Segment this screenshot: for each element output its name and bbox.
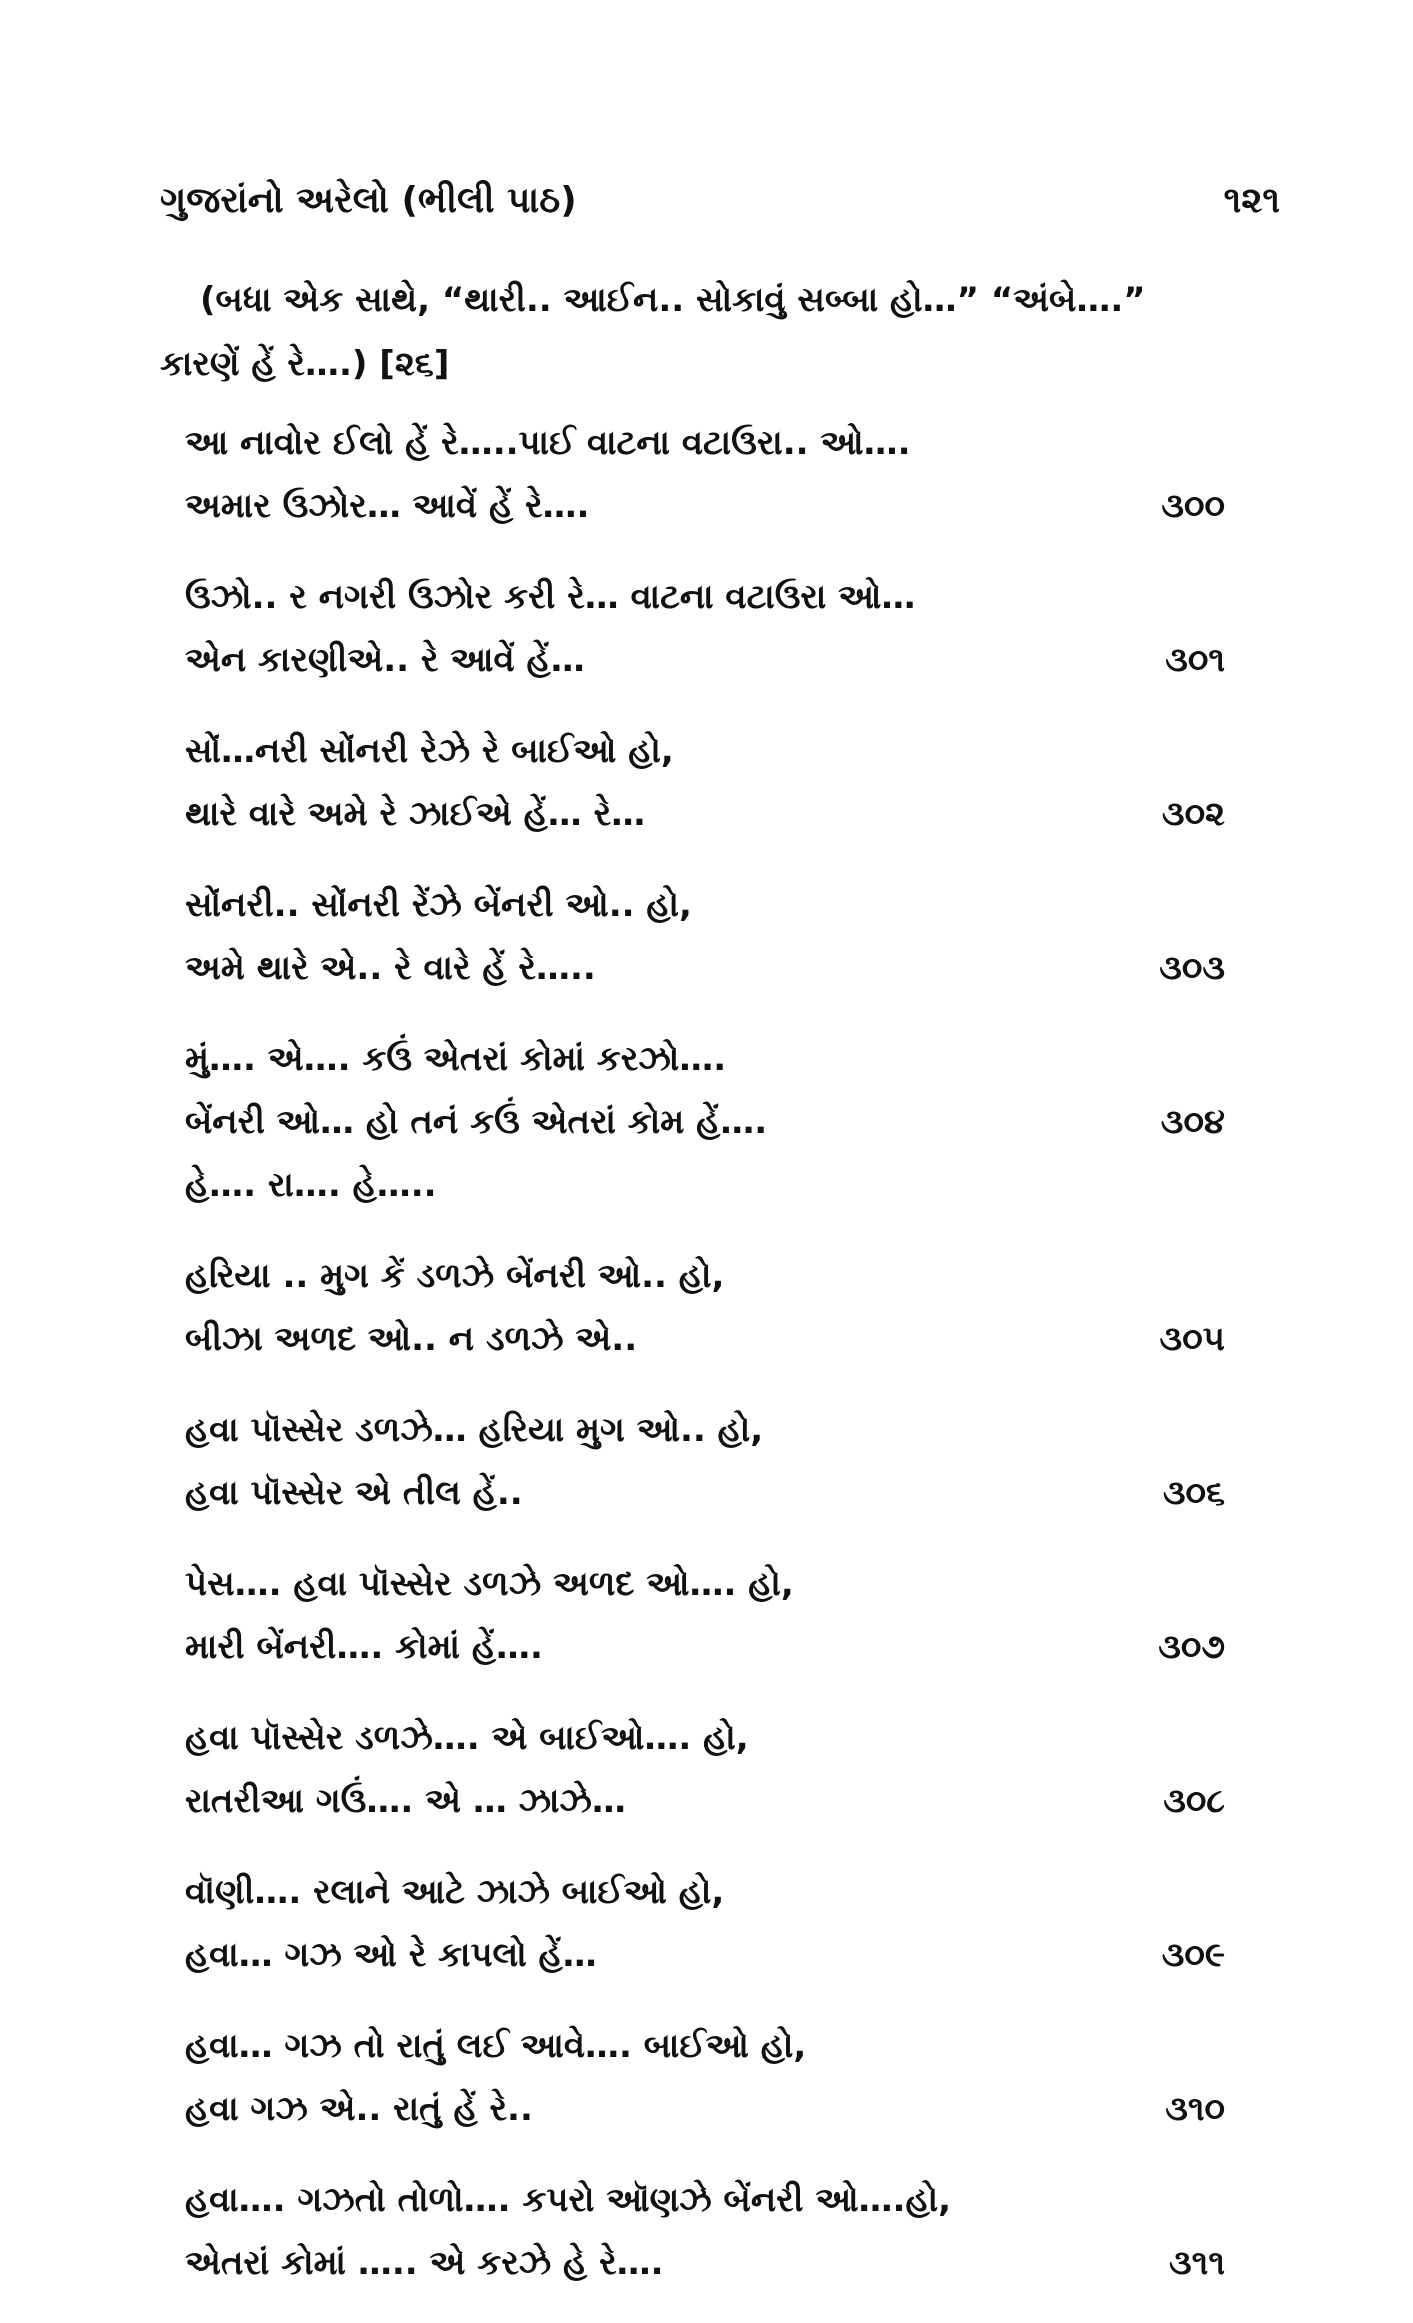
verse-line: હવા…. ગઝતો તોળો…. કપરો ઑણઝે બેંનરી ઓ….હો, bbox=[185, 2180, 952, 2220]
intro-line: (બધા એક સાથે, “થારી.. આઈન.. સોકાવું સબ્બા હો…” “અંબે….” bbox=[200, 280, 1146, 320]
verse-line: મારી બેંનરી…. કોમાં હેં…. bbox=[185, 1627, 543, 1667]
verse-line: અમે થારે એ.. રે વારે હેં રે….. bbox=[185, 948, 596, 988]
stanza bbox=[185, 2169, 1225, 2295]
verse-line: હરિયા .. મુગ કેં ડળઝે બેંનરી ઓ.. હો, bbox=[185, 1256, 725, 1296]
intro-note bbox=[160, 268, 1280, 396]
verse-number: ૩૧૦ bbox=[1165, 2089, 1225, 2129]
verse-line: ઉઝો.. ર નગરી ઉઝોર કરી રે… વાટના વટાઉરા ઓ… bbox=[185, 577, 916, 617]
verse-line: આ નાવોર ઈલો હેં રે…..પાઈ વાટના વટાઉરા.. ઓ…. bbox=[185, 423, 911, 463]
verse-number: ૩૦૪ bbox=[1160, 1102, 1225, 1142]
verse-line: રાતરીઆ ગઉં…. એ … ઝાઝે… bbox=[185, 1781, 626, 1821]
verse-line: હે…. રા…. હે….. bbox=[185, 1165, 437, 1205]
verse-number: ૩૦૬ bbox=[1162, 1473, 1225, 1513]
verse-line: થારે વારે અમે રે ઝાઈએ હેં… રે… bbox=[185, 794, 646, 834]
verse-list bbox=[185, 412, 1225, 2323]
verse-line: એતરાં કોમાં ….. એ કરઝે હે રે…. bbox=[185, 2243, 664, 2283]
verse-number: ૩૦૨ bbox=[1161, 794, 1225, 834]
verse-line: બીઝા અળદ ઓ.. ન ડળઝે એ.. bbox=[185, 1319, 638, 1359]
stanza bbox=[185, 566, 1225, 692]
verse-line: હવા પૉસ્સેર ડળઝે…. એ બાઈઓ…. હો, bbox=[185, 1718, 749, 1758]
stanza bbox=[185, 1399, 1225, 1525]
stanza bbox=[185, 720, 1225, 846]
verse-line: સોં…નરી સોંનરી રેઝે રે બાઈઓ હો, bbox=[185, 731, 674, 771]
stanza bbox=[185, 1861, 1225, 1987]
verse-line: બેંનરી ઓ… હો તનં કઉં એતરાં કોમ હેં…. bbox=[185, 1102, 768, 1142]
stanza bbox=[185, 1553, 1225, 1679]
verse-number: ૩૦૫ bbox=[1159, 1319, 1225, 1359]
verse-line: પેસ…. હવા પૉસ્સેર ડળઝે અળદ ઓ…. હો, bbox=[185, 1564, 794, 1604]
verse-number: ૩૦૦ bbox=[1161, 486, 1225, 526]
verse-number: ૩૦૯ bbox=[1161, 1935, 1225, 1975]
running-header bbox=[160, 180, 1280, 240]
stanza bbox=[185, 1707, 1225, 1833]
verse-line: હવા ગઝ એ.. રાતું હેં રે.. bbox=[185, 2089, 533, 2129]
stanza bbox=[185, 1028, 1225, 1217]
stanza bbox=[185, 1245, 1225, 1371]
verse-line: સોંનરી.. સોંનરી રેંઝે બેંનરી ઓ.. હો, bbox=[185, 885, 692, 925]
page-number: ૧૨૧ bbox=[1223, 180, 1280, 221]
verse-number: ૩૧૧ bbox=[1169, 2243, 1225, 2283]
verse-number: ૩૦૭ bbox=[1158, 1627, 1225, 1667]
verse-line: હવા… ગઝ ઓ રે કાપલો હેં… bbox=[185, 1935, 597, 1975]
verse-number: ૩૦૮ bbox=[1163, 1781, 1225, 1821]
verse-line: વૉણી…. રલાને આટે ઝાઝે બાઈઓ હો, bbox=[185, 1872, 725, 1912]
verse-line: મું…. એ…. કઉં એતરાં કોમાં કરઝો…. bbox=[185, 1039, 727, 1079]
verse-number: ૩૦૧ bbox=[1165, 640, 1225, 680]
intro-line: કારણેં હેં રે….) [૨૬] bbox=[160, 344, 450, 384]
stanza bbox=[185, 2015, 1225, 2141]
verse-number: ૩૦૩ bbox=[1159, 948, 1225, 988]
stanza bbox=[185, 874, 1225, 1000]
running-title: ગુજરાંનો અરેલો (ભીલી પાઠ) bbox=[160, 180, 577, 221]
verse-line: હવા પૉસ્સેર એ તીલ હેં.. bbox=[185, 1473, 523, 1513]
verse-line: હવા પૉસ્સેર ડળઝે… હરિયા મુગ ઓ.. હો, bbox=[185, 1410, 764, 1450]
verse-line: અમાર ઉઝોર… આવેં હેં રે…. bbox=[185, 486, 590, 526]
verse-line: હવા… ગઝ તો રાતું લઈ આવે…. બાઈઓ હો, bbox=[185, 2026, 807, 2066]
stanza bbox=[185, 412, 1225, 538]
verse-line: એન કારણીએ.. રે આવેં હેં… bbox=[185, 640, 585, 680]
